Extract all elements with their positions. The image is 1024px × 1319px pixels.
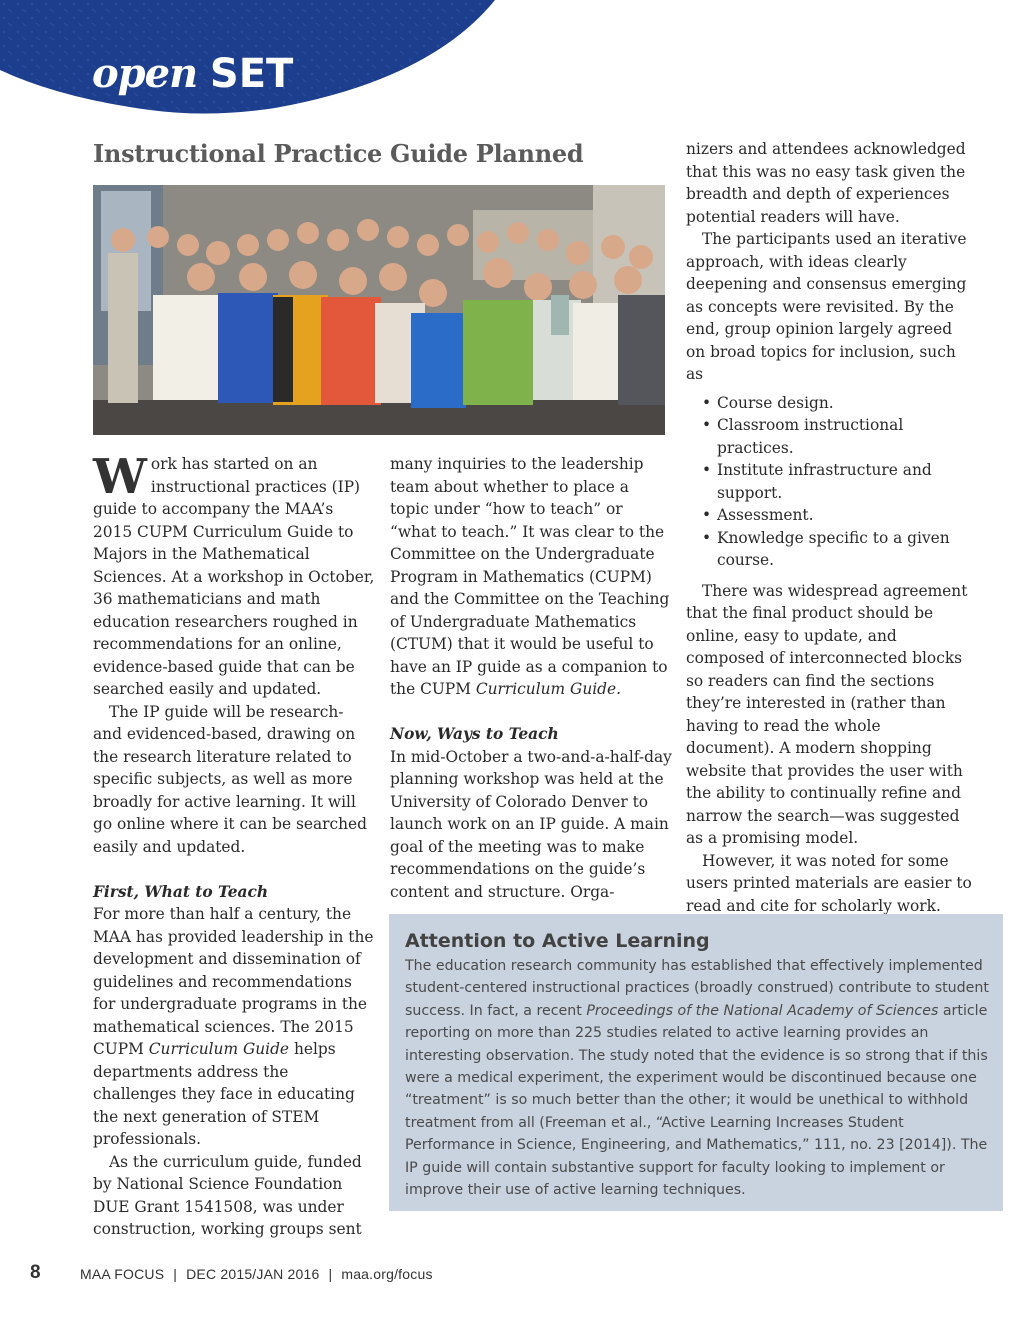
paragraph: In mid-October a two-and-a-half-day planning workshop was held at the University of Colorado Denver to launch work on an IP guide. A main goal of the meeting was to make recommendations on the guide’s content and structure. Orga- (390, 747, 672, 901)
footer-text (80, 1266, 433, 1282)
section-banner (0, 0, 1024, 120)
footer-separator: | (173, 1266, 178, 1282)
list-item: • Course design. (686, 392, 972, 415)
banner-open: open (92, 50, 198, 97)
paragraph (93, 903, 375, 1151)
paragraph-text: For more than half a century, the MAA has provided leadership in the development and dissemination of guidelines and recommendations for undergraduate programs in the mathematical sciences. The 2015 CUPM (93, 905, 374, 1058)
topics-list (686, 392, 972, 572)
intro-paragraph (93, 449, 375, 701)
footer-url[interactable]: maa.org/focus (341, 1266, 433, 1282)
paragraph: The participants used an iterative approach, with ideas clearly deepening and consensus emerging as concepts were revisited. By the end, group opinion largely agreed on broad topics for inclusion, such as (686, 230, 967, 383)
list-item: • Knowledge specific to a given course. (686, 527, 972, 572)
page-number: 8 (30, 1262, 41, 1283)
subhead-what-to-teach: First, What to Teach (93, 882, 269, 901)
drop-cap: W (93, 449, 147, 505)
publication-name: MAA FOCUS (80, 1266, 165, 1282)
list-item: • Institute infrastructure and support. (686, 459, 972, 504)
paragraph: However, it was noted for some users printed materials are easier to read and cite for scholarly work. (686, 851, 972, 915)
paragraph: The IP guide will be research- and evidenced-based, drawing on the research literature related to specific subjects, as well as more broadly for active learning. It will go online where it can be searched easily and updated. (93, 702, 367, 856)
article-column-3 (686, 138, 972, 917)
italic-title: Curriculum Guide. (475, 680, 622, 698)
paragraph: nizers and attendees acknowledged that this was no easy task given the breadth and depth of experiences potential readers will have. (686, 140, 966, 226)
paragraph: As the curriculum guide, funded by National Science Foundation DUE Grant 1541508, was under construction, working groups sent (93, 1152, 362, 1238)
italic-title: Curriculum Guide (148, 1040, 290, 1058)
sidebar-title: Attention to Active Learning (405, 930, 710, 952)
sidebar-body (405, 955, 989, 1201)
banner-title (92, 50, 293, 98)
article-headline: Instructional Practice Guide Planned (93, 139, 584, 168)
subhead-ways-to-teach: Now, Ways to Teach (390, 725, 559, 743)
paragraph-text: many inquiries to the leadership team about whether to place a topic under “how to teach” or “what to teach.” It was clear to the Committee on the Undergraduate Program in Mathematics (CUPM) and the Committee on the Teaching of Undergraduate Mathematics (CTUM) that it would be useful to have an IP guide as a companion to the CUPM (390, 455, 670, 698)
paragraph-text: helps departments address the challenges they face in educating the next generation of STEM professionals. (93, 1040, 355, 1148)
article-column-2 (390, 453, 672, 903)
footer-separator: | (328, 1266, 333, 1282)
sidebar-text: article reporting on more than 225 studies related to active learning provides an interesting observation. The study noted that the evidence is so strong that if this were a medical experiment, the experiment would be discontinued because one “treatment” is so much better than the other; it would be unethical to withhold treatment from all (Freeman et al., “Active Learning Increases Student Performance in Science, Engineering, and Mathematics,” 111, no. 23 [2014]). The IP guide will contain substantive support for faculty looking to implement or improve their use of active learning techniques. (405, 1002, 988, 1199)
issue-date: DEC 2015/JAN 2016 (186, 1266, 320, 1282)
intro-text: ork has started on an instructional practices (IP) guide to accompany the MAA’s 2015 CUPM Curriculum Guide to Majors in the Mathematical Sciences. At a workshop in October, 36 mathematicians and math education researchers roughed in recommendations for an online, evidence-based guide that can be searched easily and updated. (93, 455, 375, 698)
sidebar-active-learning (389, 914, 1003, 1211)
list-item: • Classroom instructional practices. (686, 414, 972, 459)
group-photo (93, 185, 665, 435)
sidebar-text: The education research community has established that effectively implemented student-centered instructional practices (broadly construed) contribute to student success. In fact, a recent (405, 958, 989, 1019)
article-column-1 (93, 449, 375, 1241)
group-photo-icon (93, 185, 665, 435)
paragraph: There was widespread agreement that the final product should be online, easy to update, and composed of interconnected blocks so readers can find the sections they’re interested in (rather than having to read the whole document). A modern shopping website that provides the user with the ability to continually refine and narrow the search—was suggested as a promising model. (686, 581, 968, 847)
paragraph (390, 453, 672, 701)
journal-title: Proceedings of the National Academy of Sciences (586, 1002, 939, 1019)
list-item: • Assessment. (686, 504, 972, 527)
banner-set: SET (209, 51, 294, 97)
